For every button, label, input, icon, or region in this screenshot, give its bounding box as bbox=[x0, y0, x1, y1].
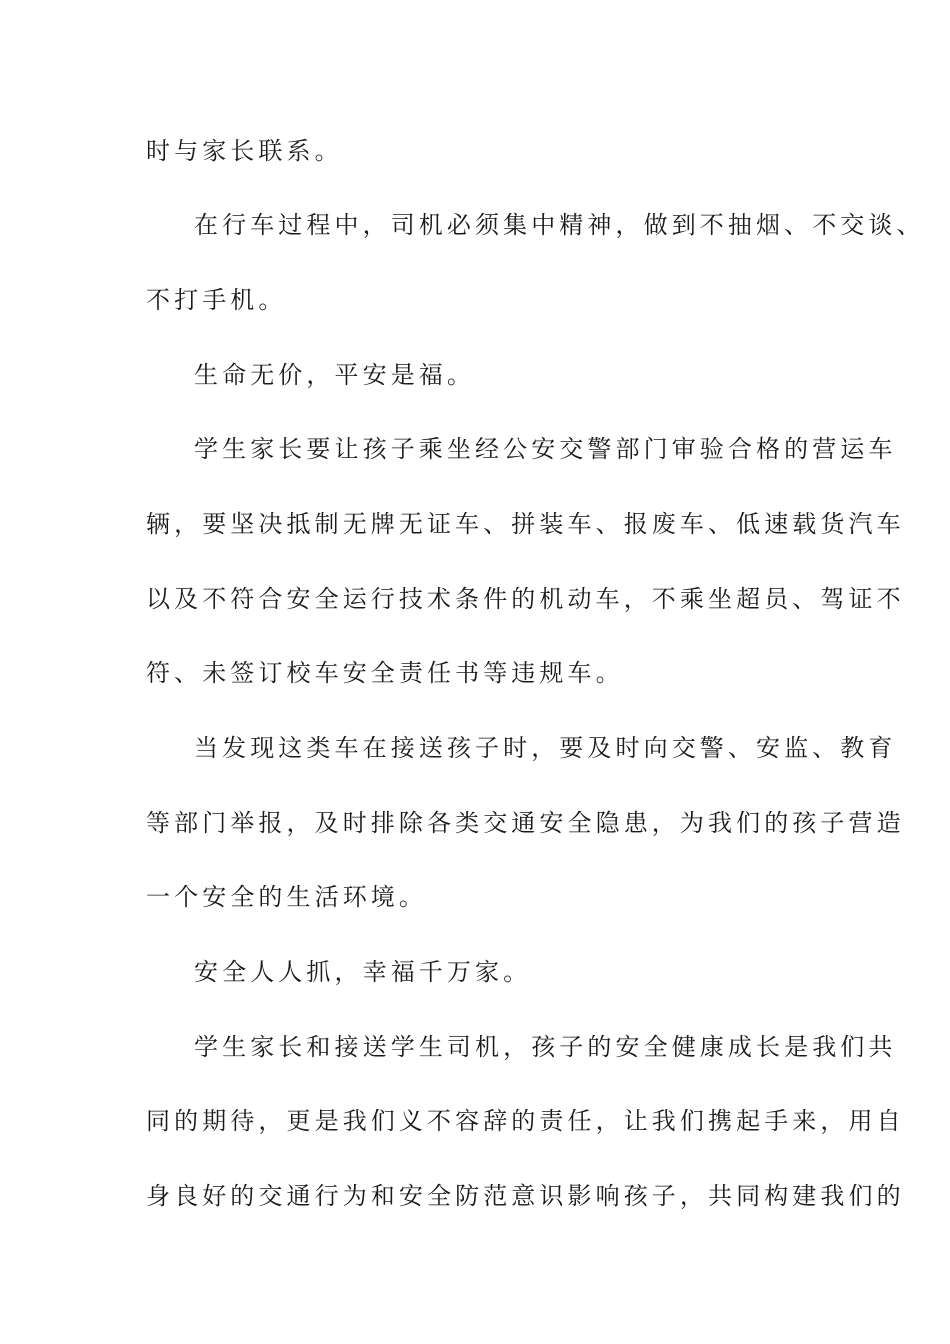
text-line: 等部门举报，及时排除各类交通安全隐患，为我们的孩子营造 bbox=[146, 809, 905, 837]
text-line: 一个安全的生活环境。 bbox=[146, 883, 427, 911]
text-line: 同的期待，更是我们义不容辞的责任，让我们携起手来，用自 bbox=[146, 1107, 905, 1135]
paragraph-start-line: 安全人人抓，幸福千万家。 bbox=[194, 958, 532, 986]
text-line: 辆，要坚决抵制无牌无证车、拼装车、报废车、低速载货汽车 bbox=[146, 510, 905, 538]
text-line: 时与家长联系。 bbox=[146, 137, 343, 165]
text-line: 符、未签订校车安全责任书等违规车。 bbox=[146, 659, 624, 687]
text-line: 以及不符合安全运行技术条件的机动车，不乘坐超员、驾证不 bbox=[146, 585, 905, 613]
paragraph-start-line: 当发现这类车在接送孩子时，要及时向交警、安监、教育 bbox=[194, 734, 897, 762]
text-line: 身良好的交通行为和安全防范意识影响孩子，共同构建我们的 bbox=[146, 1182, 905, 1210]
paragraph-start-line: 学生家长和接送学生司机，孩子的安全健康成长是我们共 bbox=[194, 1033, 897, 1061]
paragraph-start-line: 生命无价，平安是福。 bbox=[194, 361, 475, 389]
paragraph-start-line: 在行车过程中，司机必须集中精神，做到不抽烟、不交谈、 bbox=[194, 211, 925, 239]
text-line: 不打手机。 bbox=[146, 286, 287, 314]
paragraph-start-line: 学生家长要让孩子乘坐经公安交警部门审验合格的营运车 bbox=[194, 435, 897, 463]
